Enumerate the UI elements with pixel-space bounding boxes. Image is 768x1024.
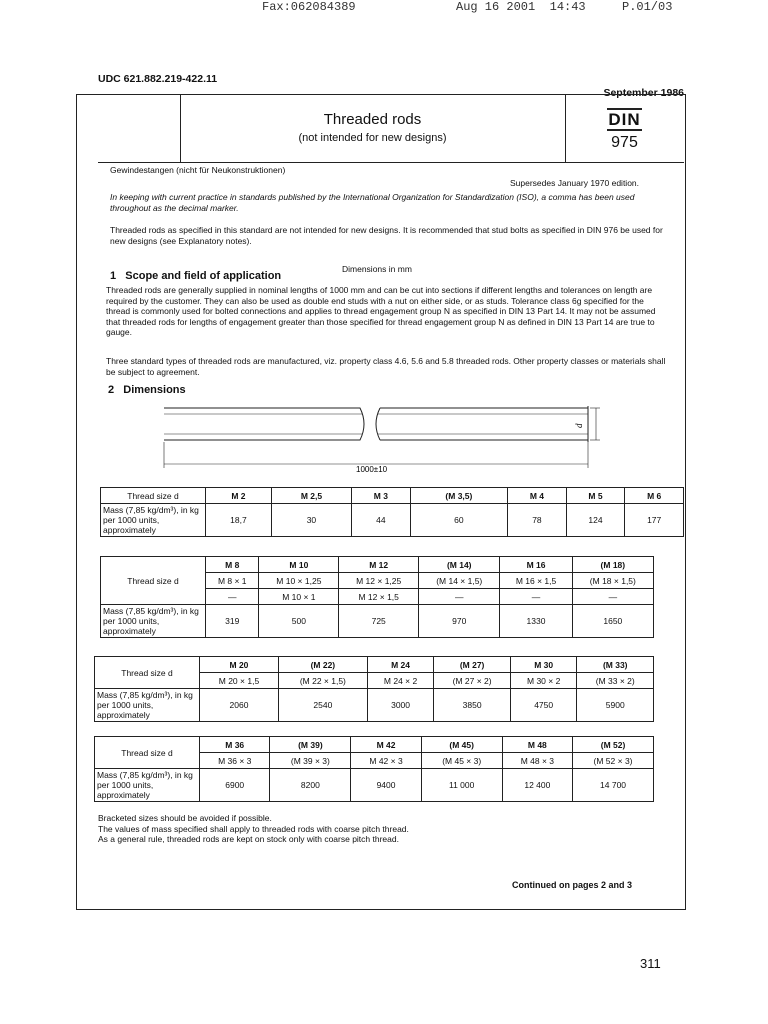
mass-cell: 3000 <box>367 689 434 722</box>
pitch-cell: — <box>500 589 572 605</box>
pitch-cell: M 48 × 3 <box>502 753 572 769</box>
size-cell: M 10 <box>259 557 339 573</box>
din-number: 975 <box>611 134 638 151</box>
pitch-cell: (M 27 × 2) <box>434 673 510 689</box>
mass-cell: 500 <box>259 605 339 638</box>
size-cell: M 8 <box>206 557 259 573</box>
mass-label: Mass (7,85 kg/dm³), in kg per 1000 units, approximately <box>101 504 206 537</box>
pitch-cell: M 20 × 1,5 <box>200 673 279 689</box>
table-m8-m18 <box>100 556 654 638</box>
fax-page: P.01/03 <box>622 0 673 14</box>
pitch-cell: (M 45 × 3) <box>421 753 502 769</box>
din-cell <box>565 94 684 162</box>
size-cell: M 16 <box>500 557 572 573</box>
pitch-cell: (M 52 × 3) <box>573 753 654 769</box>
pitch-cell: M 10 × 1,25 <box>259 573 339 589</box>
mass-cell: 14 700 <box>573 769 654 802</box>
section-1-heading: 1 Scope and field of application <box>110 270 282 282</box>
fax-datetime: Aug 16 2001 14:43 <box>456 0 586 14</box>
pitch-cell: (M 18 × 1,5) <box>572 573 653 589</box>
size-cell: (M 22) <box>278 657 367 673</box>
section-2-heading: 2 Dimensions <box>108 384 186 396</box>
comma-note: In keeping with current practice in standards published by the International Organization for Standardization (ISO), a comma has been used throughout as the decimal marker. <box>110 192 635 213</box>
thread-size-label: Thread size d <box>95 657 200 689</box>
size-cell: M 36 <box>200 737 270 753</box>
mass-label: Mass (7,85 kg/dm³), in kg per 1000 units, approximately <box>101 605 206 638</box>
page-number: 311 <box>640 956 661 971</box>
size-cell: M 4 <box>508 488 567 504</box>
udc-code: UDC 621.882.219-422.11 <box>98 73 218 85</box>
size-cell: M 3 <box>352 488 411 504</box>
size-cell: M 20 <box>200 657 279 673</box>
pitch-cell: M 36 × 3 <box>200 753 270 769</box>
pitch-cell: M 42 × 3 <box>351 753 421 769</box>
mass-cell: 78 <box>508 504 567 537</box>
pitch-cell: M 12 × 1,25 <box>339 573 419 589</box>
intro-text: Threaded rods as specified in this standard are not intended for new designs. It is recommended that stud bolts as specified in DIN 976 be used for new designs (see Explanatory notes). <box>110 225 663 246</box>
size-cell: M 30 <box>510 657 577 673</box>
size-cell: (M 27) <box>434 657 510 673</box>
size-cell: M 6 <box>625 488 684 504</box>
pitch-cell: (M 14 × 1,5) <box>419 573 500 589</box>
pitch-cell: M 30 × 2 <box>510 673 577 689</box>
pitch-cell: M 8 × 1 <box>206 573 259 589</box>
size-cell: (M 33) <box>577 657 654 673</box>
pitch-cell: M 10 × 1 <box>259 589 339 605</box>
size-cell: (M 14) <box>419 557 500 573</box>
diameter-label: d <box>574 423 584 428</box>
size-cell: M 42 <box>351 737 421 753</box>
mass-cell: 44 <box>352 504 411 537</box>
thread-size-label: Thread size d <box>101 557 206 605</box>
pitch-cell: (M 33 × 2) <box>577 673 654 689</box>
mass-cell: 4750 <box>510 689 577 722</box>
pitch-cell: (M 39 × 3) <box>270 753 351 769</box>
mass-cell: 30 <box>271 504 351 537</box>
size-cell: M 48 <box>502 737 572 753</box>
pitch-cell: — <box>206 589 259 605</box>
pitch-cell: — <box>419 589 500 605</box>
mass-cell: 3850 <box>434 689 510 722</box>
dimensions-note: Dimensions in mm <box>342 264 412 274</box>
size-cell: (M 45) <box>421 737 502 753</box>
size-cell: M 24 <box>367 657 434 673</box>
length-label: 1000±10 <box>356 465 388 474</box>
footnotes <box>98 813 658 845</box>
mass-cell: 6900 <box>200 769 270 802</box>
din-label: DIN <box>608 110 641 129</box>
section-1-text-2: Three standard types of threaded rods are manufactured, viz. property class 4.6, 5.6 and 5.8 threaded rods. Other property classes or materials shall be subject to agreement. <box>106 356 666 377</box>
mass-cell: 2060 <box>200 689 279 722</box>
footnote: The values of mass specified shall apply to threaded rods with coarse pitch thread. <box>98 823 409 834</box>
publication-date: September 1986 <box>603 87 684 99</box>
size-cell: (M 39) <box>270 737 351 753</box>
mass-cell: 1650 <box>572 605 653 638</box>
rod-drawing <box>150 398 610 478</box>
mass-cell: 124 <box>566 504 625 537</box>
size-cell: M 2 <box>206 488 272 504</box>
table-m2-m6 <box>100 487 684 537</box>
mass-cell: 1330 <box>500 605 572 638</box>
mass-cell: 5900 <box>577 689 654 722</box>
mass-label: Mass (7,85 kg/dm³), in kg per 1000 units, approximately <box>95 769 200 802</box>
mass-cell: 970 <box>419 605 500 638</box>
size-cell: M 2,5 <box>271 488 351 504</box>
mass-cell: 60 <box>410 504 508 537</box>
pitch-cell: M 24 × 2 <box>367 673 434 689</box>
section-1-text: Threaded rods are generally supplied in nominal lengths of 1000 mm and can be cut into sections if different lengths and tolerances on length are required by the customer. They can also be used as double end studs with a nut on either side, or as studs. Tolerance class 6g specified for the thread is commonly used for bolted connections and applies to thread engagement group N as specified in DIN 13 Part 14. It may not be assumed that threaded rods for lengths of engagement greater than those specified for thread engagement group N as defined in DIN 13 Part 14 are true to gauge. <box>106 285 656 337</box>
pitch-cell: M 16 × 1,5 <box>500 573 572 589</box>
mass-cell: 12 400 <box>502 769 572 802</box>
header-divider <box>98 162 684 163</box>
pitch-cell: — <box>572 589 653 605</box>
supersedes-note: Supersedes January 1970 edition. <box>510 178 640 188</box>
mass-cell: 8200 <box>270 769 351 802</box>
mass-cell: 11 000 <box>421 769 502 802</box>
table-m36-m52 <box>94 736 654 802</box>
continued-note: Continued on pages 2 and 3 <box>512 880 633 890</box>
document-title: Threaded rods <box>323 111 422 128</box>
pitch-cell: (M 22 × 1,5) <box>278 673 367 689</box>
footnote: As a general rule, threaded rods are kept on stock only with coarse pitch thread. <box>98 834 399 844</box>
mass-cell: 2540 <box>278 689 367 722</box>
thread-size-label: Thread size d <box>95 737 200 769</box>
size-cell: M 5 <box>566 488 625 504</box>
german-title: Gewindestangen (nicht für Neukonstruktionen) <box>110 165 286 175</box>
size-cell: (M 18) <box>572 557 653 573</box>
mass-label: Mass (7,85 kg/dm³), in kg per 1000 units, approximately <box>95 689 200 722</box>
table-m20-m33 <box>94 656 654 722</box>
mass-cell: 319 <box>206 605 259 638</box>
thread-size-label: Thread size d <box>101 488 206 504</box>
size-cell: (M 52) <box>573 737 654 753</box>
mass-cell: 18,7 <box>206 504 272 537</box>
fax-number: Fax:062084389 <box>262 0 356 14</box>
document-subtitle: (not intended for new designs) <box>298 132 447 144</box>
mass-cell: 177 <box>625 504 684 537</box>
mass-cell: 725 <box>339 605 419 638</box>
title-cell <box>180 94 566 162</box>
size-cell: M 12 <box>339 557 419 573</box>
footnote: Bracketed sizes should be avoided if possible. <box>98 813 272 823</box>
header-left-cell <box>98 94 181 162</box>
pitch-cell: M 12 × 1,5 <box>339 589 419 605</box>
mass-cell: 9400 <box>351 769 421 802</box>
size-cell: (M 3,5) <box>410 488 508 504</box>
